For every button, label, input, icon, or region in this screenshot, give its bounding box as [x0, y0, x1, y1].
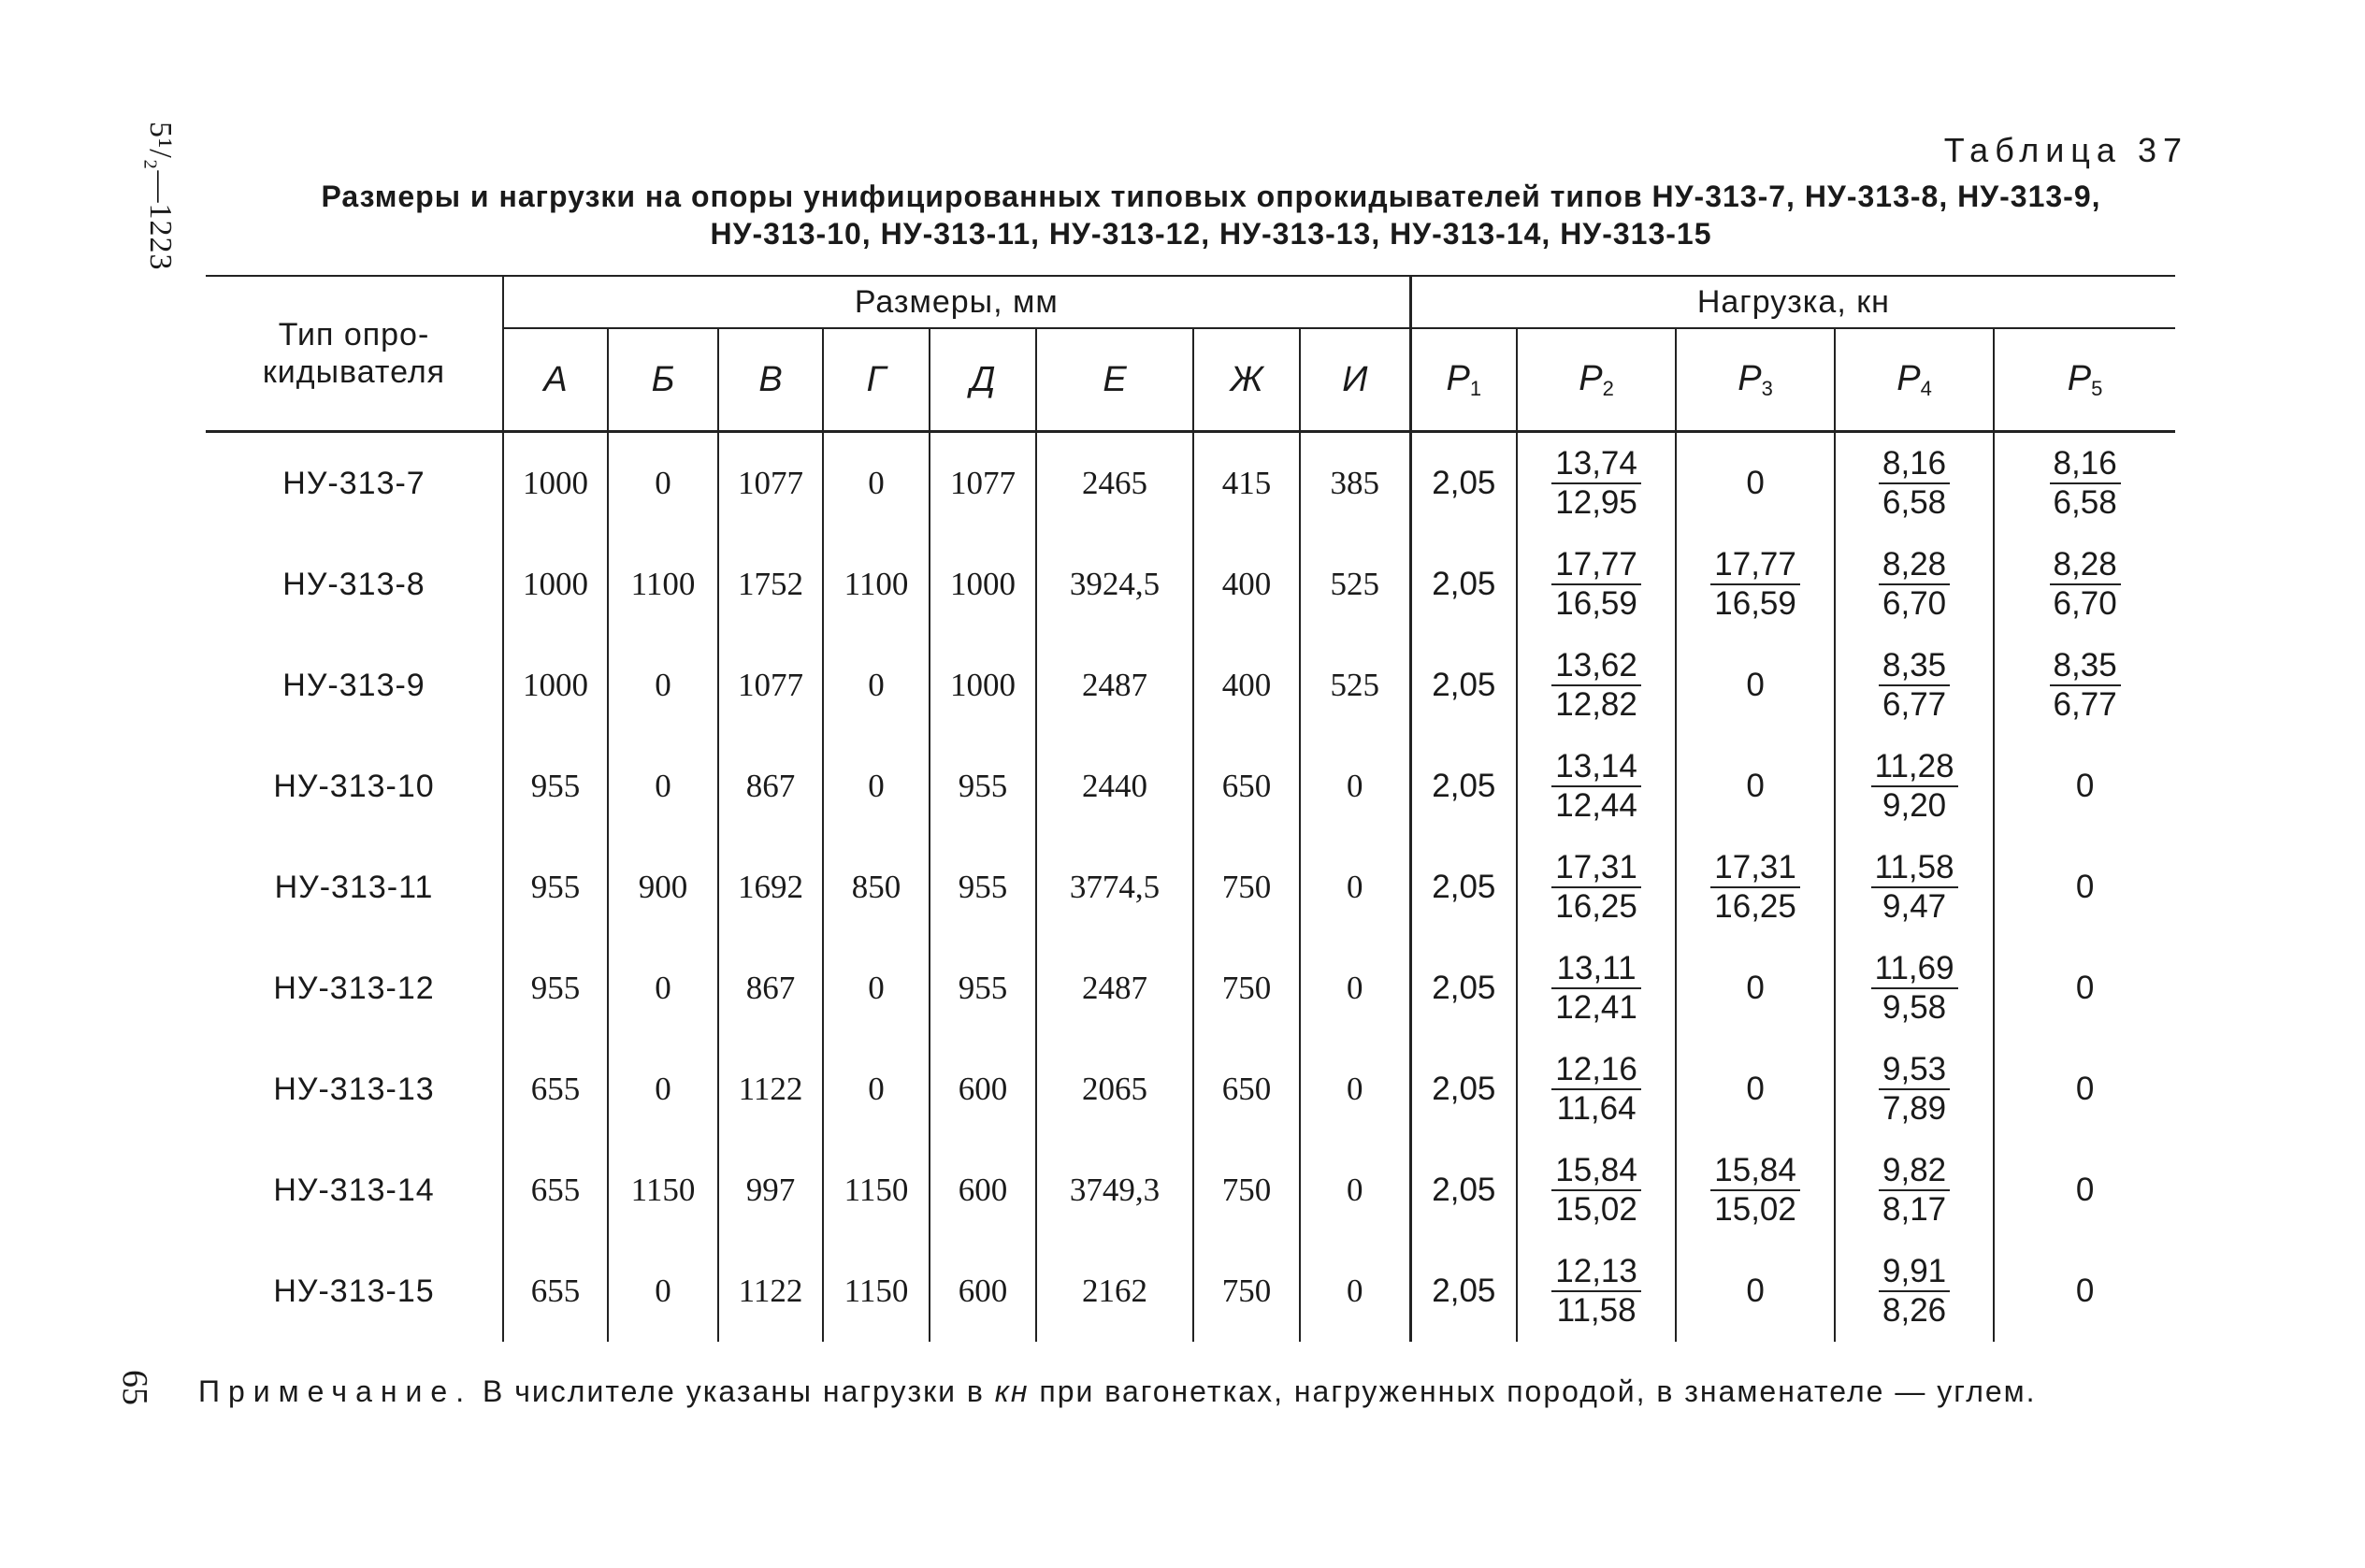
- fraction: [1710, 546, 1800, 623]
- fraction-numerator: 12,13: [1555, 1253, 1637, 1289]
- fraction-denominator: 6,70: [2050, 583, 2121, 623]
- p1-cell: 2,05: [1410, 432, 1517, 535]
- caption-line-2: НУ-313-10, НУ-313-11, НУ-313-12, НУ-313-13, НУ-313-14, НУ-313-15: [710, 217, 1712, 251]
- fraction-cell: [1517, 534, 1676, 635]
- margin-code-text: 5¹/₂—1223: [143, 122, 178, 271]
- dim-col-header: А: [503, 328, 608, 432]
- fraction-cell: [1517, 432, 1676, 535]
- fraction-denominator: 12,41: [1551, 987, 1641, 1027]
- load-col-header: [1410, 328, 1517, 432]
- dim-col-header: Д: [930, 328, 1036, 432]
- dimension-cell: 750: [1193, 938, 1300, 1039]
- fraction: [1551, 748, 1641, 825]
- value-cell: 0: [1676, 1039, 1835, 1140]
- dimensions-group-header: Размеры, мм: [503, 276, 1410, 328]
- fraction: [1551, 950, 1641, 1027]
- fraction-numerator: 8,35: [2053, 647, 2117, 683]
- fraction: [1551, 849, 1641, 926]
- fraction-denominator: 15,02: [1710, 1189, 1800, 1229]
- load-col-subscript: 3: [1761, 376, 1773, 400]
- fraction: [1879, 546, 1950, 623]
- dimension-cell: 0: [823, 635, 930, 736]
- dimension-cell: 1077: [930, 432, 1036, 535]
- load-col-header: [1835, 328, 1994, 432]
- dimension-cell: 955: [503, 938, 608, 1039]
- fraction-cell: [1517, 938, 1676, 1039]
- fraction-cell: [1835, 1039, 1994, 1140]
- fraction: [1551, 445, 1641, 522]
- type-cell: НУ-313-11: [274, 869, 434, 905]
- table-row: [206, 534, 2175, 635]
- fraction: [1879, 445, 1950, 522]
- dimension-cell: 600: [930, 1140, 1036, 1241]
- fraction-cell: [1835, 736, 1994, 837]
- fraction-denominator: 7,89: [1879, 1088, 1950, 1128]
- value-cell: 0: [1994, 736, 2175, 837]
- fraction-cell: [1676, 534, 1835, 635]
- dimension-cell: 1000: [503, 432, 608, 535]
- dimension-cell: 650: [1193, 736, 1300, 837]
- fraction: [1551, 546, 1641, 623]
- p1-cell: 2,05: [1410, 837, 1517, 938]
- table-row: [206, 635, 2175, 736]
- dimension-cell: 2487: [1036, 635, 1193, 736]
- fraction: [1551, 647, 1641, 724]
- table-caption: [234, 178, 2188, 252]
- dimension-cell: 0: [608, 938, 718, 1039]
- load-col-letter: P: [2067, 358, 2092, 398]
- dim-col-header: Е: [1036, 328, 1193, 432]
- fraction-denominator: 11,58: [1551, 1290, 1641, 1330]
- note-unit: кн: [994, 1374, 1030, 1408]
- fraction-denominator: 8,26: [1879, 1290, 1950, 1330]
- dimension-cell: 2440: [1036, 736, 1193, 837]
- table-note: [198, 1374, 2199, 1409]
- load-col-header: [1517, 328, 1676, 432]
- dimension-cell: 955: [503, 837, 608, 938]
- fraction: [1710, 849, 1800, 926]
- dimension-cell: 1122: [718, 1039, 823, 1140]
- fraction-cell: [1994, 432, 2175, 535]
- fraction-numerator: 17,31: [1714, 849, 1796, 885]
- fraction: [1871, 849, 1958, 926]
- fraction-cell: [1517, 635, 1676, 736]
- load-col-subscript: 4: [1920, 376, 1932, 400]
- value-cell: 0: [1994, 938, 2175, 1039]
- p1-cell: 2,05: [1410, 1039, 1517, 1140]
- fraction-denominator: 6,58: [1879, 482, 1950, 522]
- fraction-numerator: 9,82: [1882, 1152, 1947, 1188]
- dimension-cell: 1000: [503, 534, 608, 635]
- fraction-denominator: 16,25: [1710, 886, 1800, 926]
- type-cell: НУ-313-9: [282, 667, 425, 703]
- dimension-cell: 1000: [930, 635, 1036, 736]
- dimension-cell: 1000: [930, 534, 1036, 635]
- fraction-cell: [1835, 938, 1994, 1039]
- dimension-cell: 0: [1300, 1241, 1410, 1342]
- dimension-cell: 600: [930, 1241, 1036, 1342]
- fraction-denominator: 16,25: [1551, 886, 1641, 926]
- dim-col-header: Б: [608, 328, 718, 432]
- dimension-cell: 900: [608, 837, 718, 938]
- value-cell: 0: [1994, 1241, 2175, 1342]
- data-table: [206, 275, 2175, 1342]
- fraction: [1710, 1152, 1800, 1229]
- table-row: [206, 432, 2175, 535]
- value-cell: 0: [1676, 938, 1835, 1039]
- fraction-numerator: 13,74: [1555, 445, 1637, 482]
- dimension-cell: 0: [1300, 938, 1410, 1039]
- fraction: [2050, 546, 2121, 623]
- fraction-denominator: 9,20: [1871, 785, 1958, 825]
- dimension-cell: 955: [930, 736, 1036, 837]
- fraction-denominator: 12,95: [1551, 482, 1641, 522]
- fraction-denominator: 9,58: [1871, 987, 1958, 1027]
- fraction: [2050, 647, 2121, 724]
- dimension-cell: 850: [823, 837, 930, 938]
- p1-cell: 2,05: [1410, 635, 1517, 736]
- dimension-cell: 655: [503, 1039, 608, 1140]
- fraction-cell: [1517, 736, 1676, 837]
- dimension-cell: 867: [718, 736, 823, 837]
- table-label: Таблица 37: [1943, 131, 2188, 169]
- fraction-cell: [1676, 1140, 1835, 1241]
- dimension-cell: 0: [608, 432, 718, 535]
- fraction: [1879, 1253, 1950, 1330]
- fraction-denominator: 6,77: [1879, 684, 1950, 724]
- fraction-numerator: 9,91: [1882, 1253, 1947, 1289]
- table-body: [206, 432, 2175, 1343]
- dimension-cell: 750: [1193, 1241, 1300, 1342]
- dimension-cell: 2465: [1036, 432, 1193, 535]
- fraction-denominator: 12,44: [1551, 785, 1641, 825]
- fraction-denominator: 11,64: [1551, 1088, 1641, 1128]
- dimension-cell: 655: [503, 1241, 608, 1342]
- dimension-cell: 867: [718, 938, 823, 1039]
- dimension-cell: 525: [1300, 534, 1410, 635]
- dimension-cell: 1077: [718, 635, 823, 736]
- fraction-numerator: 11,58: [1874, 849, 1954, 885]
- value-cell: 0: [1994, 837, 2175, 938]
- fraction-cell: [1835, 534, 1994, 635]
- dimension-cell: 997: [718, 1140, 823, 1241]
- fraction-cell: [1517, 837, 1676, 938]
- dimension-cell: 0: [608, 1241, 718, 1342]
- dim-col-header: В: [718, 328, 823, 432]
- margin-code: [103, 122, 187, 346]
- p1-cell: 2,05: [1410, 1241, 1517, 1342]
- type-column-header: [206, 276, 503, 432]
- fraction-denominator: 6,58: [2050, 482, 2121, 522]
- fraction: [1551, 1152, 1641, 1229]
- dimension-cell: 1100: [608, 534, 718, 635]
- dimension-cell: 1122: [718, 1241, 823, 1342]
- dimension-cell: 0: [823, 938, 930, 1039]
- dimension-cell: 385: [1300, 432, 1410, 535]
- dimension-cell: 400: [1193, 534, 1300, 635]
- fraction-numerator: 8,35: [1882, 647, 1947, 683]
- fraction: [1871, 748, 1958, 825]
- fraction-cell: [1994, 635, 2175, 736]
- fraction-numerator: 17,77: [1714, 546, 1796, 583]
- load-col-header: [1676, 328, 1835, 432]
- dimension-cell: 0: [1300, 1039, 1410, 1140]
- dimension-cell: 3774,5: [1036, 837, 1193, 938]
- dimension-cell: 750: [1193, 1140, 1300, 1241]
- fraction-numerator: 17,31: [1555, 849, 1637, 885]
- fraction-cell: [1994, 534, 2175, 635]
- dimension-cell: 0: [823, 432, 930, 535]
- fraction-cell: [1835, 432, 1994, 535]
- fraction-denominator: 9,47: [1871, 886, 1958, 926]
- fraction-denominator: 15,02: [1551, 1189, 1641, 1229]
- fraction: [1871, 950, 1958, 1027]
- fraction: [1551, 1051, 1641, 1128]
- fraction-cell: [1517, 1039, 1676, 1140]
- fraction: [1879, 1051, 1950, 1128]
- load-col-letter: P: [1579, 358, 1603, 398]
- type-cell: НУ-313-12: [273, 970, 435, 1006]
- dimension-cell: 0: [1300, 1140, 1410, 1241]
- dimension-cell: 955: [503, 736, 608, 837]
- fraction-cell: [1676, 837, 1835, 938]
- fraction: [1879, 647, 1950, 724]
- fraction-numerator: 8,28: [2053, 546, 2117, 583]
- fraction-cell: [1517, 1140, 1676, 1241]
- dimension-cell: 3749,3: [1036, 1140, 1193, 1241]
- dimension-cell: 1100: [823, 534, 930, 635]
- fraction-denominator: 8,17: [1879, 1189, 1950, 1229]
- dimension-cell: 955: [930, 938, 1036, 1039]
- fraction-numerator: 12,16: [1555, 1051, 1637, 1087]
- fraction-cell: [1835, 1140, 1994, 1241]
- dimension-cell: 600: [930, 1039, 1036, 1140]
- table-row: [206, 736, 2175, 837]
- loads-group-header: Нагрузка, кн: [1410, 276, 2175, 328]
- p1-cell: 2,05: [1410, 534, 1517, 635]
- fraction-denominator: 16,59: [1551, 583, 1641, 623]
- dimension-cell: 650: [1193, 1039, 1300, 1140]
- load-col-subscript: 5: [2091, 376, 2103, 400]
- dimension-cell: 1150: [823, 1140, 930, 1241]
- fraction: [1551, 1253, 1641, 1330]
- value-cell: 0: [1994, 1140, 2175, 1241]
- dimension-cell: 0: [823, 736, 930, 837]
- value-cell: 0: [1676, 1241, 1835, 1342]
- fraction-numerator: 8,16: [2053, 445, 2117, 482]
- note-text-2: при вагонетках, нагруженных породой, в знаменателе — углем.: [1039, 1374, 2037, 1408]
- fraction-numerator: 15,84: [1714, 1152, 1796, 1188]
- dim-col-header: Ж: [1193, 328, 1300, 432]
- dimension-cell: 0: [1300, 837, 1410, 938]
- fraction: [1879, 1152, 1950, 1229]
- fraction-denominator: 6,70: [1879, 583, 1950, 623]
- value-cell: 0: [1676, 736, 1835, 837]
- dimension-cell: 1752: [718, 534, 823, 635]
- dimension-cell: 0: [608, 736, 718, 837]
- value-cell: 0: [1676, 432, 1835, 535]
- page-number-text: 65: [115, 1370, 154, 1405]
- load-col-letter: P: [1896, 358, 1921, 398]
- fraction-cell: [1835, 837, 1994, 938]
- value-cell: 0: [1994, 1039, 2175, 1140]
- dimension-cell: 0: [823, 1039, 930, 1140]
- dimension-cell: 1692: [718, 837, 823, 938]
- fraction: [2050, 445, 2121, 522]
- fraction-numerator: 11,28: [1874, 748, 1954, 784]
- dimension-cell: 2162: [1036, 1241, 1193, 1342]
- type-cell: НУ-313-10: [273, 768, 435, 804]
- fraction-numerator: 17,77: [1555, 546, 1637, 583]
- fraction-numerator: 13,11: [1556, 950, 1637, 986]
- table-row: [206, 1241, 2175, 1342]
- type-cell: НУ-313-7: [282, 465, 425, 501]
- type-cell: НУ-313-14: [273, 1172, 435, 1208]
- dimension-cell: 655: [503, 1140, 608, 1241]
- dimension-cell: 0: [608, 1039, 718, 1140]
- caption-line-1: Размеры и нагрузки на опоры унифицированных типовых опрокидывателей типов НУ-313-7, НУ-313-8, НУ-313-9,: [321, 180, 2101, 213]
- fraction-denominator: 16,59: [1710, 583, 1800, 623]
- dimension-cell: 1150: [823, 1241, 930, 1342]
- load-col-subscript: 2: [1602, 376, 1614, 400]
- dimension-cell: 400: [1193, 635, 1300, 736]
- fraction-numerator: 8,28: [1882, 546, 1947, 583]
- fraction-numerator: 13,14: [1555, 748, 1637, 784]
- fraction-cell: [1835, 1241, 1994, 1342]
- type-header-line-2: кидывателя: [262, 354, 446, 390]
- dimension-cell: 0: [1300, 736, 1410, 837]
- dimension-cell: 1000: [503, 635, 608, 736]
- dimension-cell: 1150: [608, 1140, 718, 1241]
- fraction-cell: [1835, 635, 1994, 736]
- fraction-numerator: 15,84: [1555, 1152, 1637, 1188]
- table-row: [206, 1140, 2175, 1241]
- dimension-cell: 525: [1300, 635, 1410, 736]
- dimension-cell: 2487: [1036, 938, 1193, 1039]
- table-row: [206, 938, 2175, 1039]
- type-header-line-1: Тип опро-: [278, 317, 430, 352]
- p1-cell: 2,05: [1410, 736, 1517, 837]
- dimension-cell: 2065: [1036, 1039, 1193, 1140]
- load-col-header: [1994, 328, 2175, 432]
- table-row: [206, 837, 2175, 938]
- note-label: Примечание.: [198, 1374, 473, 1408]
- dimension-cell: 3924,5: [1036, 534, 1193, 635]
- load-col-letter: P: [1738, 358, 1762, 398]
- fraction-denominator: 12,82: [1551, 684, 1641, 724]
- p1-cell: 2,05: [1410, 938, 1517, 1039]
- fraction-numerator: 8,16: [1882, 445, 1947, 482]
- table-header: [206, 276, 2175, 432]
- dim-col-header: Г: [823, 328, 930, 432]
- dimension-cell: 415: [1193, 432, 1300, 535]
- table-row: [206, 1039, 2175, 1140]
- fraction-cell: [1517, 1241, 1676, 1342]
- type-cell: НУ-313-8: [282, 566, 425, 602]
- note-text-1: В числителе указаны нагрузки в: [483, 1374, 985, 1408]
- dimension-cell: 1077: [718, 432, 823, 535]
- load-col-letter: P: [1446, 358, 1470, 398]
- value-cell: 0: [1676, 635, 1835, 736]
- dimension-cell: 955: [930, 837, 1036, 938]
- type-cell: НУ-313-15: [273, 1273, 435, 1309]
- dimension-cell: 750: [1193, 837, 1300, 938]
- p1-cell: 2,05: [1410, 1140, 1517, 1241]
- fraction-numerator: 11,69: [1874, 950, 1954, 986]
- fraction-numerator: 9,53: [1882, 1051, 1947, 1087]
- page-number: [110, 1370, 166, 1435]
- dim-col-header: И: [1300, 328, 1410, 432]
- dimension-cell: 0: [608, 635, 718, 736]
- fraction-denominator: 6,77: [2050, 684, 2121, 724]
- type-cell: НУ-313-13: [273, 1071, 435, 1107]
- fraction-numerator: 13,62: [1555, 647, 1637, 683]
- load-col-subscript: 1: [1469, 376, 1482, 400]
